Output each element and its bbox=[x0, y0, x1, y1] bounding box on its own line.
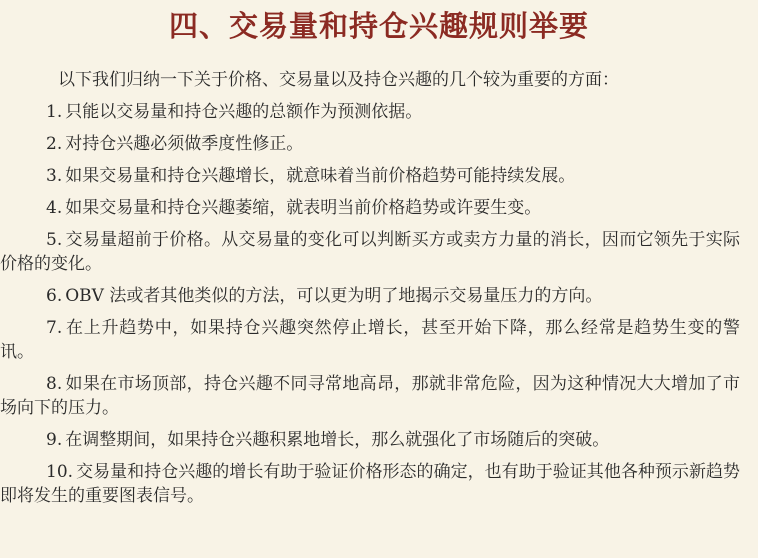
item-number: 2. bbox=[46, 134, 63, 154]
item-text: 交易量超前于价格。从交易量的变化可以判断买方或卖方力量的消长，因而它领先于实际价格的变化。 bbox=[0, 230, 740, 274]
list-item bbox=[0, 372, 758, 420]
item-number: 4. bbox=[46, 198, 63, 218]
item-text: 如果交易量和持仓兴趣增长，就意味着当前价格趋势可能持续发展。 bbox=[65, 166, 576, 186]
item-text: 对持仓兴趣必须做季度性修正。 bbox=[65, 134, 304, 154]
item-text: OBV 法或者其他类似的方法，可以更为明了地揭示交易量压力的方向。 bbox=[65, 286, 603, 306]
list-item bbox=[0, 132, 758, 156]
item-number: 1. bbox=[46, 102, 63, 122]
page-title: 四、交易量和持仓兴趣规则举要 bbox=[168, 9, 589, 43]
list-item bbox=[0, 316, 758, 364]
item-text: 在调整期间，如果持仓兴趣积累地增长，那么就强化了市场随后的突破。 bbox=[65, 430, 610, 450]
intro-paragraph: 以下我们归纳一下关于价格、交易量以及持仓兴趣的几个较为重要的方面： bbox=[58, 70, 619, 90]
item-text: 交易量和持仓兴趣的增长有助于验证价格形态的确定，也有助于验证其他各种预示新趋势即将发生的重要图表信号。 bbox=[0, 462, 740, 506]
item-text: 只能以交易量和持仓兴趣的总额作为预测依据。 bbox=[65, 102, 423, 122]
item-number: 5. bbox=[46, 230, 63, 250]
list-item bbox=[0, 228, 758, 276]
list-item bbox=[0, 460, 758, 508]
list-item bbox=[0, 284, 758, 308]
item-number: 9. bbox=[46, 430, 63, 450]
item-text: 在上升趋势中，如果持仓兴趣突然停止增长，甚至开始下降，那么经常是趋势生变的警讯。 bbox=[0, 318, 740, 362]
list-item bbox=[0, 428, 758, 452]
item-text: 如果交易量和持仓兴趣萎缩，就表明当前价格趋势或许要生变。 bbox=[65, 198, 542, 218]
rules-list bbox=[0, 100, 758, 516]
item-number: 7. bbox=[46, 318, 63, 338]
item-number: 6. bbox=[46, 286, 63, 306]
item-text: 如果在市场顶部，持仓兴趣不同寻常地高昂，那就非常危险，因为这种情况大大增加了市场向下的压力。 bbox=[0, 374, 740, 418]
list-item bbox=[0, 164, 758, 188]
item-number: 3. bbox=[46, 166, 63, 186]
list-item bbox=[0, 196, 758, 220]
item-number: 8. bbox=[46, 374, 63, 394]
list-item bbox=[0, 100, 758, 124]
item-number: 10. bbox=[46, 462, 74, 482]
